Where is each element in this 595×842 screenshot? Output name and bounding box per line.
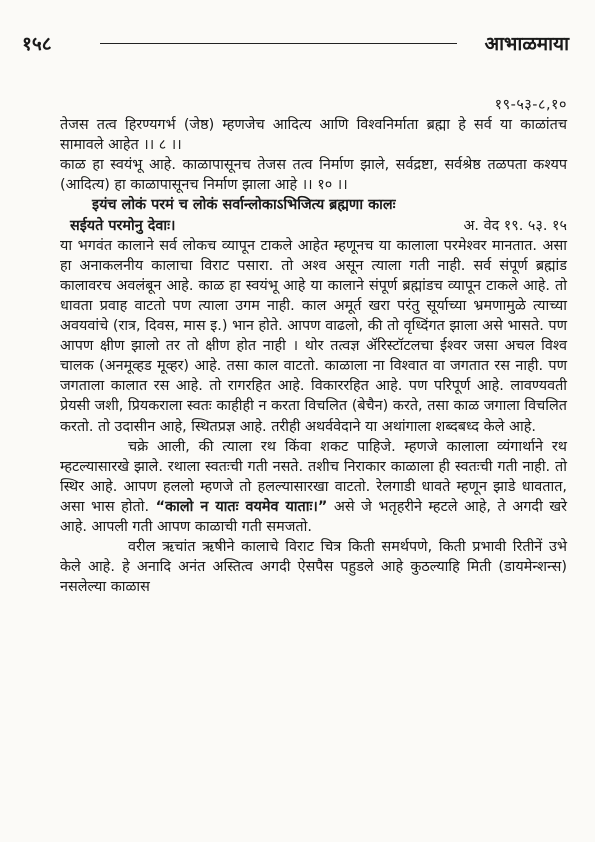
paragraph: या भगवंत कालाने सर्व लोकच व्यापून टाकले आहेत म्हणूनच या कालाला परमेश्वर मानतात. असा हा अनाकलनीय कालाचा विराट पसारा. तो अश्व असून त्याला गती नाही. सर्व संपूर्ण ब्रह्मांड कालावरच अवलंबून आहे. काळ हा स्वयंभू आहे या कालाने संपूर्ण ब्रह्मांडच व्यापून टाकले आहे. तो धावता प्रवाह वाटतो पण त्याला उगम नाही. काल अमूर्त खरा परंतु सूर्याच्या भ्रमणामुळे त्याच्या अवयवांचे (रात्र, दिवस, मास इ.) भान होते. आपण वाढलो, की तो वृध्दिंगत झाला असे भासते. पण आपण क्षीण झालो तर तो क्षीण होत नाही । थोर तत्वज्ञ ॲरिस्टॉटलचा ईश्वर जसा अचल विश्व चालक (अनमूव्हड मूव्हर) आहे. तसा काल वाटतो. काळाला ना विश्वात वा जगतात रस नाही. पण जगताला कालात रस आहे. तो रागरहित आहे. विकाररहित आहे. पण परिपूर्ण आहे. लावण्यवती प्रेयसी जशी, प्रियकराला स्वतः काहीही न करता विचलित (बेचैन) करते, तसा काळ जगाला विचलित करतो. तो उदासीन आहे, स्थितप्रज्ञ आहे. तरीही अथर्ववेदाने या अथांगाला शब्दबध्द केले आहे. — [60, 237, 567, 435]
sanskrit-verse-text: सईयते परमोनु देवाः। — [70, 217, 176, 234]
page-body — [60, 95, 567, 597]
paragraph: काळ हा स्वयंभू आहे. काळापासूनच तेजस तत्व निर्माण झाले, सर्वद्रष्टा, सर्वश्रेष्ठ तळपता कश्यप (आदित्य) हा काळापासूनच निर्माण झाला आहे ।। १० ।। — [60, 157, 567, 194]
verse-reference-top: १९-५३-८,१० — [494, 97, 567, 113]
paragraph: वरील ऋचांत ऋषीने कालाचे विराट चित्र किती समर्थपणे, किती प्रभावी रितीनें उभे केले आहे. हे अनादि अनंत अस्तित्व अगदी ऐसपैस पहुडले आहे कुठल्याहि मिती (डायमेन्शन्स) नसलेल्या काळास — [60, 539, 567, 596]
paragraph: तेजस तत्व हिरण्यगर्भ (जेष्ठ) म्हणजेच आदित्य आणि विश्वनिर्माता ब्रह्मा हे सर्व या काळांतच सामावले आहेत ।। ८ ।। — [60, 117, 567, 154]
running-head: आभाळमाया — [484, 33, 569, 55]
paragraph-text: असे जे भतृहरीने म्हटले आहे, ते अगदी खरे आहे. आपली गती आपण काळाची गती समजतो. — [60, 498, 568, 535]
quotation: “कालो न यातः वयमेव याताः।” — [155, 498, 328, 515]
paragraph — [60, 437, 567, 537]
page-header — [22, 30, 569, 58]
page-number: १५८ — [22, 33, 52, 55]
paragraph-text: चक्रे आली, की त्याला रथ किंवा शकट पाहिजे. म्हणजे कालाला व्यंगार्थाने रथ म्हटल्यासारखे झाले. रथाला स्वतःची गती नसते. तशीच निराकार काळाला ही स्वतःची गती नाही. तो स्थिर आहे. आपण हललो म्हणजे तो हलल्यासारखा वाटतो. रेलगाडी धावते म्हणून झाडे धावतात, असा भास होतो. — [60, 438, 567, 515]
header-rule — [100, 43, 457, 44]
sanskrit-verse-line: इयंच लोकं परमं च लोकं सर्वान्लोकाऽभिजित्य ब्रह्मणा कालः — [92, 197, 396, 214]
sanskrit-verse-line — [60, 216, 567, 236]
verse-reference: अ. वेद १९. ५३. १५ — [463, 217, 567, 234]
